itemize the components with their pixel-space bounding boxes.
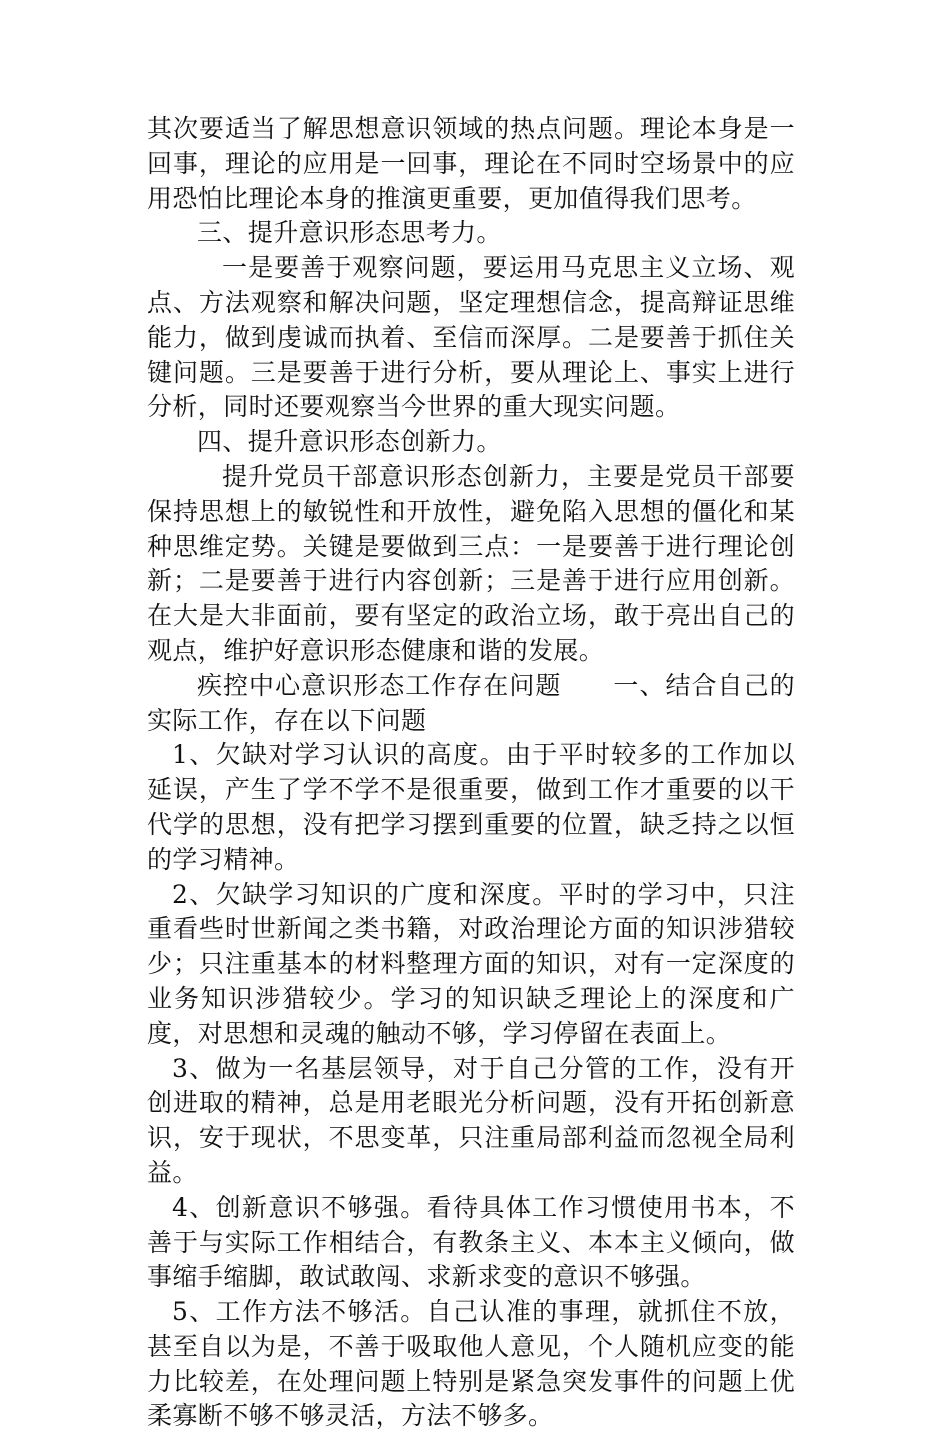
paragraph-innovation-power: 提升党员干部意识形态创新力，主要是党员干部要保持思想上的敏锐性和开放性，避免陷入思想的僵化和某种思维定势。关键是要做到三点：一是要善于进行理论创新；二是要善于进行内容创新；三是善于进行应用创新。在大是大非面前，要有坚定的政治立场，敢于亮出自己的观点，维护好意识形态健康和谐的发展。 <box>147 461 795 665</box>
problem-item-4: 4、创新意识不够强。看待具体工作习惯使用书本，不善于与实际工作相结合，有教条主义、本本主义倾向，做事缩手缩脚，敢试敢闯、求新求变的意识不够强。 <box>147 1192 795 1292</box>
paragraph-thinking-power: 一是要善于观察问题，要运用马克思主义立场、观点、方法观察和解决问题，坚定理想信念，提高辩证思维能力，做到虔诚而执着、至信而深厚。二是要善于抓住关键问题。三是要善于进行分析，要从理论上、事实上进行分析，同时还要观察当今世界的重大现实问题。 <box>147 253 795 422</box>
heading-thinking-power: 三、提升意识形态思考力。 <box>197 218 502 248</box>
paragraph-thinking-hotspots: 其次要适当了解思想意识领域的热点问题。理论本身是一回事，理论的应用是一回事，理论在不同时空场景中的应用恐怕比理论本身的推演更重要，更加值得我们思考。 <box>147 114 795 213</box>
heading-cdc-problems: 疾控中心意识形态工作存在问题 一、结合自己的实际工作，存在以下问题 <box>147 670 795 735</box>
problem-item-5: 5、工作方法不够活。自己认准的事理，就抓住不放，甚至自以为是，不善于吸取他人意见，个人随机应变的能力比较差，在处理问题上特别是紧急突发事件的问题上优柔寡断不够不够灵活，方法不够多。 <box>147 1297 795 1431</box>
heading-innovation-power: 四、提升意识形态创新力。 <box>197 427 502 457</box>
problem-item-1: 1、欠缺对学习认识的高度。由于平时较多的工作加以延误，产生了学不学不是很重要，做到工作才重要的以干代学的思想，没有把学习摆到重要的位置，缺乏持之以恒的学习精神。 <box>147 740 795 874</box>
problem-item-3: 3、做为一名基层领导，对于自己分管的工作，没有开创进取的精神，总是用老眼光分析问题，没有开拓创新意识，安于现状，不思变革，只注重局部利益而忽视全局利益。 <box>147 1053 795 1187</box>
document-page <box>147 112 795 1434</box>
problem-item-2: 2、欠缺学习知识的广度和深度。平时的学习中，只注重看些时世新闻之类书籍，对政治理论方面的知识涉猎较少；只注重基本的材料整理方面的知识，对有一定深度的业务知识涉猎较少。学习的知识缺乏理论上的深度和广度，对思想和灵魂的触动不够，学习停留在表面上。 <box>147 879 795 1048</box>
